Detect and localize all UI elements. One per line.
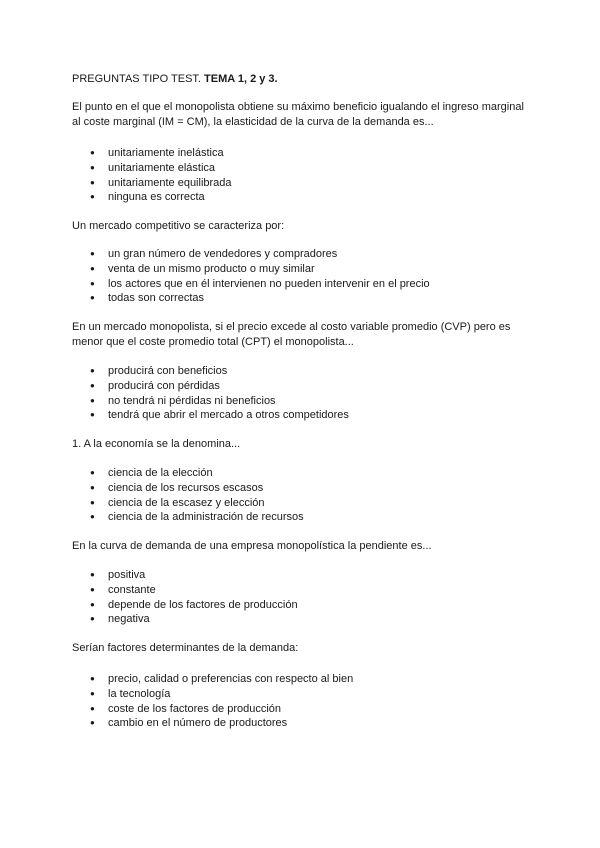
bullet-icon: ● <box>90 249 95 258</box>
option-text: los actores que en él intervienen no pueden intervenir en el precio <box>108 277 430 290</box>
option-text: ciencia de los recursos escasos <box>108 481 264 494</box>
question-5-text: En la curva de demanda de una empresa monopolística la pendiente es... <box>72 540 432 552</box>
bullet-icon: ● <box>90 380 95 390</box>
title-prefix: PREGUNTAS TIPO TEST. <box>72 73 201 85</box>
bullet-icon: ● <box>90 278 95 288</box>
question-3-text: En un mercado monopolista, si el precio excede al costo variable promedio (CVP) pero es menor que el coste promedio total (CPT) el monopolista... <box>72 321 511 348</box>
question-1-text: El punto en el que el monopolista obtiene su máximo beneficio igualando el ingreso marginal al coste marginal (IM = CM), la elasticidad de la curva de la demanda es... <box>72 101 524 128</box>
bullet-icon: ● <box>90 148 95 157</box>
bullet-icon: ● <box>90 177 95 187</box>
option-text: todas son correctas <box>108 292 204 305</box>
option-text: un gran número de vendedores y compradores <box>108 248 338 260</box>
bullet-icon: ● <box>90 718 95 728</box>
bullet-icon: ● <box>90 570 95 579</box>
option-text: unitariamente equilibrada <box>108 176 232 189</box>
bullet-icon: ● <box>90 482 95 492</box>
bullet-icon: ● <box>90 263 95 273</box>
option-text: la tecnología <box>108 687 171 700</box>
option-text: cambio en el número de productores <box>108 717 288 730</box>
bullet-icon: ● <box>90 395 95 405</box>
option-text: negativa <box>108 613 150 626</box>
option-text: ciencia de la elección <box>108 467 213 479</box>
option-text: producirá con pérdidas <box>108 379 220 392</box>
option-text: coste de los factores de producción <box>108 702 282 715</box>
bullet-icon: ● <box>90 366 95 375</box>
option-text: ciencia de la administración de recursos <box>108 511 304 524</box>
bullet-icon: ● <box>90 410 95 420</box>
option-text: constante <box>108 583 156 596</box>
question-2-text: Un mercado competitivo se caracteriza por: <box>72 220 285 232</box>
bullet-icon: ● <box>90 512 95 522</box>
bullet-icon: ● <box>90 162 95 172</box>
option-text: no tendrá ni pérdidas ni beneficios <box>108 394 276 407</box>
option-text: producirá con beneficios <box>108 365 228 377</box>
option-text: precio, calidad o preferencias con respecto al bien <box>108 673 354 685</box>
bullet-icon: ● <box>90 468 95 477</box>
bullet-icon: ● <box>90 703 95 713</box>
option-text: unitariamente elástica <box>108 161 216 174</box>
bullet-icon: ● <box>90 688 95 698</box>
option-text: positiva <box>108 569 146 581</box>
question-6-text: Serían factores determinantes de la demanda: <box>72 642 299 654</box>
bullet-icon: ● <box>90 614 95 624</box>
document-title <box>72 72 278 87</box>
option-text: ciencia de la escasez y elección <box>108 496 265 509</box>
bullet-icon: ● <box>90 599 95 609</box>
bullet-icon: ● <box>90 192 95 202</box>
title-bold: TEMA 1, 2 y 3. <box>204 73 278 85</box>
bullet-icon: ● <box>90 497 95 507</box>
bullet-icon: ● <box>90 674 95 683</box>
option-text: venta de un mismo producto o muy similar <box>108 262 315 275</box>
option-text: tendrá que abrir el mercado a otros competidores <box>108 409 349 422</box>
bullet-icon: ● <box>90 584 95 594</box>
bullet-icon: ● <box>90 293 95 303</box>
option-text: ninguna es correcta <box>108 191 205 204</box>
option-text: unitariamente inelástica <box>108 147 224 159</box>
option-text: depende de los factores de producción <box>108 598 298 611</box>
question-4-text: 1. A la economía se la denomina... <box>72 438 241 450</box>
